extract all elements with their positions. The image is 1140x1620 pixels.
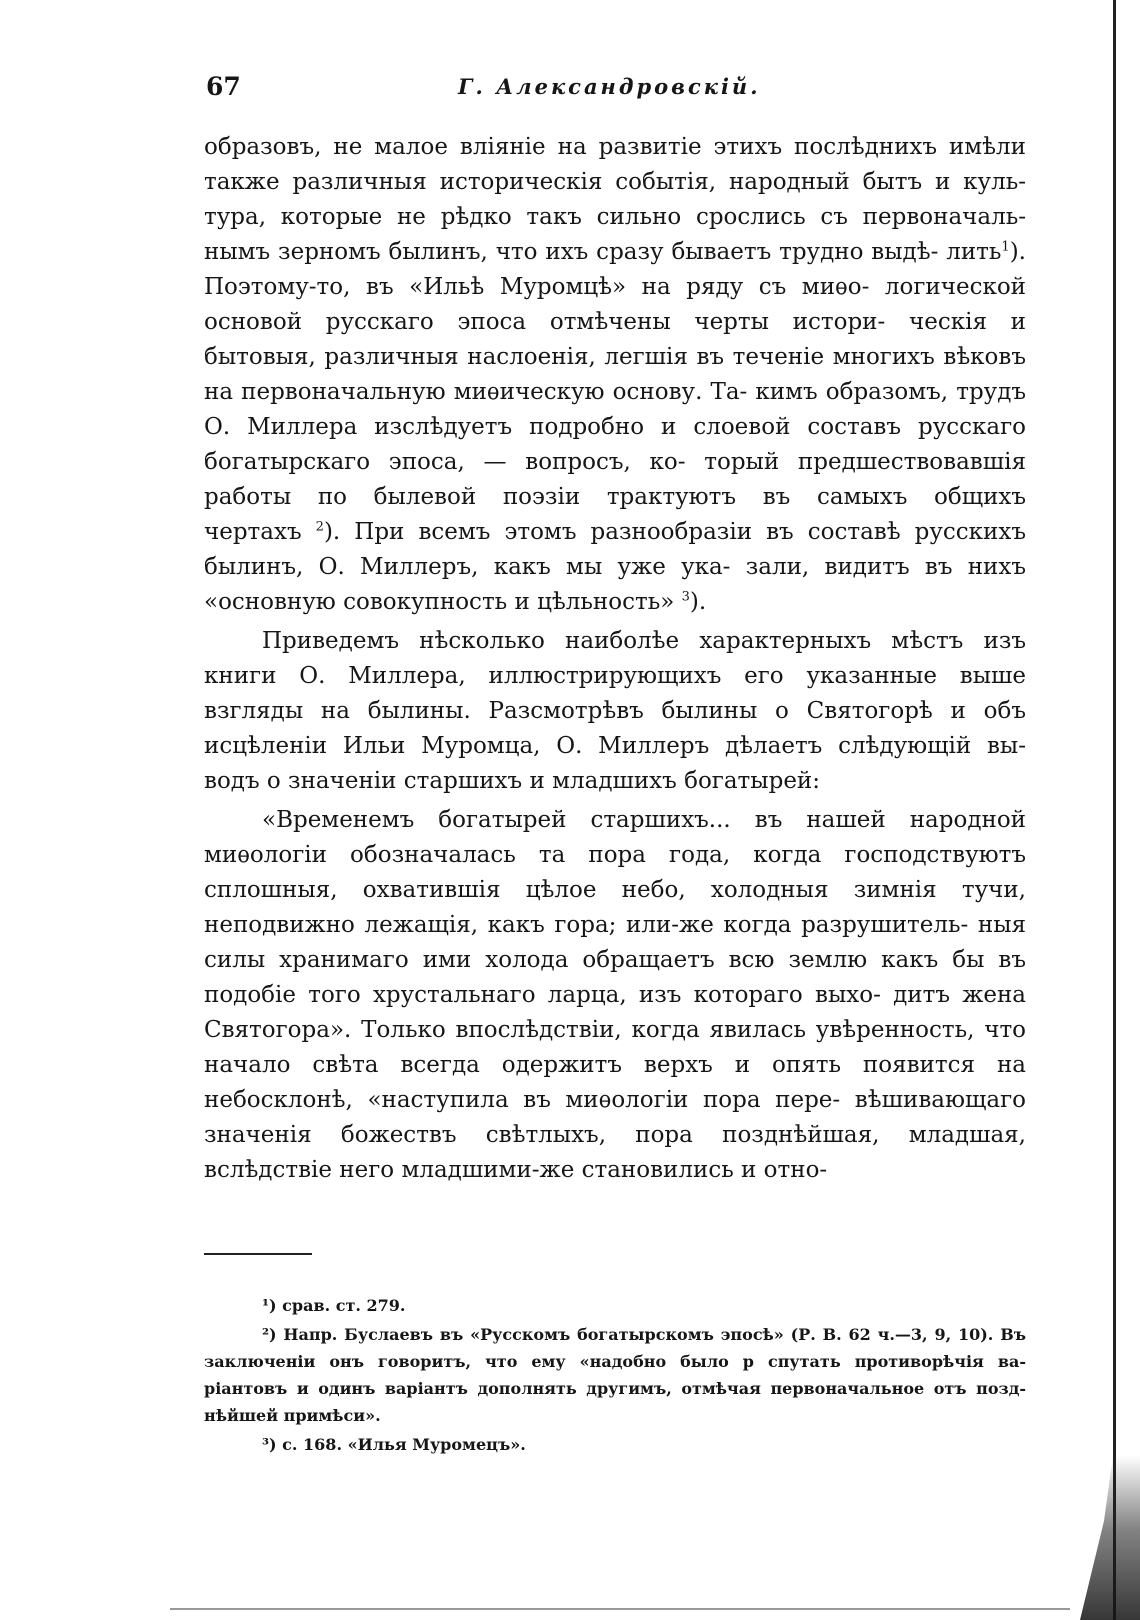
scan-edge-line (1113, 0, 1116, 1620)
footnote-3: ³) с. 168. «Илья Муромецъ». (262, 1435, 526, 1454)
footnote-2: ²) Напр. Буслаевъ въ «Русскомъ богатырскомъ эпосѣ» (Р. В. 62 ч.—3, 9, 10). Въ заключеніи онъ говоритъ, что ему «надобно было р спутать противорѣчія ва- ріантовъ и одинъ варіантъ дополнять другимъ, отмѣчая первоначальное отъ позд- нѣйшей примѣси». (204, 1325, 1026, 1425)
footnote-ref-2[interactable]: 2 (315, 519, 324, 535)
page-header (206, 72, 1026, 108)
running-head: Г. Александровскій. (458, 74, 761, 99)
paragraph-1: образовъ, не малое вліяніе на развитіе этихъ послѣднихъ имѣли также различныя историческія событія, народный бытъ и куль- тура, которые не рѣдко такъ сильно срослись съ первоначаль- нымъ зерномъ былинъ, что ихъ сразу бываетъ трудно выдѣ- лить$^1$). Поэтому-то, въ «Ильѣ Муромцѣ» на ряду съ миѳо- логической основой русскаго эпоса отмѣчены черты истори- ческія и бытовыя, различныя наслоенія, легшія въ теченіе многихъ вѣковъ на первоначальную миѳическую основу. Та- кимъ образомъ, трудъ О. Миллера изслѣдуетъ подробно и слоевой составъ русскаго богатырскаго эпоса, — вопросъ, ко- торый предшествовавшія работы по былевой поэзіи трактуютъ въ самыхъ общихъ чертахъ $^2$). При всемъ этомъ разнообразіи въ составѣ русскихъ былинъ, О. Миллеръ, какъ мы уже ука- зали, видитъ въ нихъ «основную совокупность и цѣльность» $^3$). (204, 134, 1027, 615)
footnote-1: ¹) срав. ст. 279. (262, 1296, 406, 1315)
paragraph-3-quote: «Временемъ богатырей старшихъ... въ нашей народной миѳологіи обозначалась та пора года, когда господствуютъ сплошныя, охватившія цѣлое небо, холодныя зимнія тучи, неподвижно лежащія, какъ гора; или-же когда разрушитель- ныя силы хранимаго ими холода обращаетъ всю землю какъ бы въ подобіе того хрустальнаго ларца, изъ котораго выхо- дитъ жена Святогора». Только впослѣдствіи, когда явилась увѣренность, что начало свѣта всегда одержитъ верхъ и опять появится на небосклонѣ, «наступила въ миѳологіи пора пере- вѣшивающаго значенія божествъ свѣтлыхъ, пора позднѣйшая, младшая, вслѣдствіе него младшими-же становились и отно- (204, 807, 1027, 1183)
page-number: 67 (206, 72, 241, 101)
scan-bottom-shade (170, 1608, 1070, 1610)
paragraph-2: Приведемъ нѣсколько наиболѣе характерныхъ мѣстъ изъ книги О. Миллера, иллюстрирующихъ его указанные выше взгляды на былины. Разсмотрѣвъ былины о Святогорѣ и объ исцѣленіи Ильи Муромца, О. Миллеръ дѣлаетъ слѣдующій вы- водъ о значеніи старшихъ и младшихъ богатырей: (204, 628, 1026, 794)
footnote-ref-3[interactable]: 3 (681, 589, 690, 605)
scan-edge-blot (1080, 1455, 1140, 1620)
body-text (204, 130, 1026, 1188)
footnotes (204, 1292, 1026, 1460)
footnote-ref-1[interactable]: 1 (1001, 239, 1010, 255)
scan-edge-artifact (1110, 0, 1140, 1620)
footnote-divider (204, 1253, 312, 1255)
